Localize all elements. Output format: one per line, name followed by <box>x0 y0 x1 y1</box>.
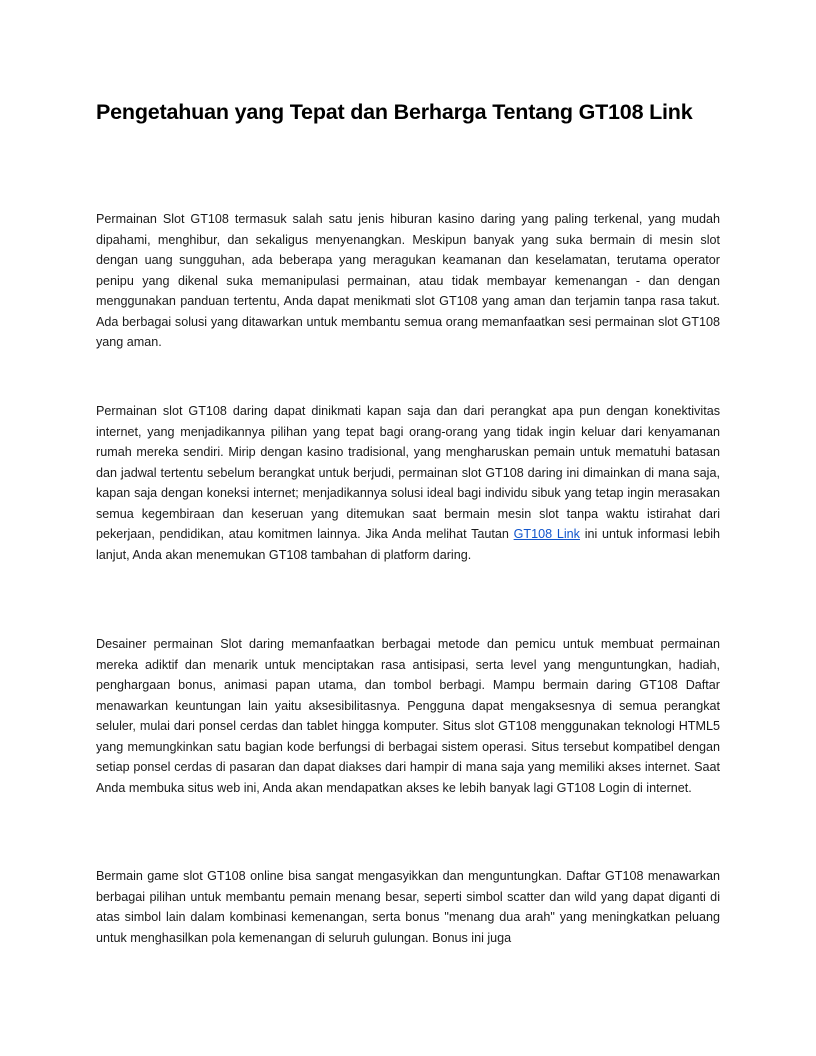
paragraph-4: Bermain game slot GT108 online bisa sangat mengasyikkan dan menguntungkan. Daftar GT108 menawarkan berbagai pilihan untuk membantu pemain menang besar, seperti simbol scatter dan wild yang dapat diganti di atas simbol lain dalam kombinasi kemenangan, serta bonus "menang dua arah" yang meningkatkan peluang untuk menghasilkan pola kemenangan di seluruh gulungan. Bonus ini juga <box>96 869 720 945</box>
gt108-link[interactable]: GT108 Link <box>513 527 580 541</box>
paragraph-2 <box>96 401 720 565</box>
document-title: Pengetahuan yang Tepat dan Berharga Tentang GT108 Link <box>96 100 693 124</box>
paragraph-1: Permainan Slot GT108 termasuk salah satu jenis hiburan kasino daring yang paling terkenal, yang mudah dipahami, menghibur, dan sekaligus menyenangkan. Meskipun banyak yang suka bermain di mesin slot dengan uang sungguhan, ada beberapa yang meragukan keamanan dan keselamatan, terutama operator penipu yang dikenal suka memanipulasi permainan, atau tidak membayar kemenangan - dan dengan menggunakan panduan tertentu, Anda dapat menikmati slot GT108 yang aman dan terjamin tanpa rasa takut. Ada berbagai solusi yang ditawarkan untuk membantu semua orang memanfaatkan sesi permainan slot GT108 yang aman. <box>96 212 720 349</box>
paragraph-2-text-after-link: ini untuk informasi lebih lanjut, Anda akan menemukan GT108 tambahan di platform daring. <box>96 527 720 562</box>
paragraph-3: Desainer permainan Slot daring memanfaatkan berbagai metode dan pemicu untuk membuat permainan mereka adiktif dan menarik untuk menciptakan rasa antisipasi, serta level yang menguntungkan, hadiah, penghargaan bonus, animasi papan utama, dan tombol berbagi. Mampu bermain daring GT108 Daftar menawarkan keuntungan lain yaitu aksesibilitasnya. Pengguna dapat mengaksesnya di semua perangkat seluler, mulai dari ponsel cerdas dan tablet hingga komputer. Situs slot GT108 menggunakan teknologi HTML5 yang memungkinkan satu bagian kode berfungsi di berbagai sistem operasi. Situs tersebut kompatibel dengan setiap ponsel cerdas di pasaran dan dapat diakses dari hampir di mana saja yang memiliki akses internet. Saat Anda membuka situs web ini, Anda akan mendapatkan akses ke lebih banyak lagi GT108 Login di internet. <box>96 637 720 795</box>
document-page <box>96 96 720 945</box>
paragraph-2-text-before-link: Permainan slot GT108 daring dapat dinikmati kapan saja dan dari perangkat apa pun dengan konektivitas internet, yang menjadikannya pilihan yang tepat bagi orang-orang yang tidak ingin keluar dari kenyamanan rumah mereka sendiri. Mirip dengan kasino tradisional, yang mengharuskan pemain untuk mematuhi batasan dan jadwal tertentu sebelum berangkat untuk berjudi, permainan slot GT108 daring ini dimainkan di mana saja, kapan saja dengan koneksi internet; menjadikannya solusi ideal bagi individu sibuk yang tetap ingin merasakan semua kegembiraan dan keseruan yang ditemukan saat bermain mesin slot tanpa waktu istirahat dari pekerjaan, pendidikan, atau komitmen lainnya. Jika Anda melihat Tautan <box>96 404 720 541</box>
